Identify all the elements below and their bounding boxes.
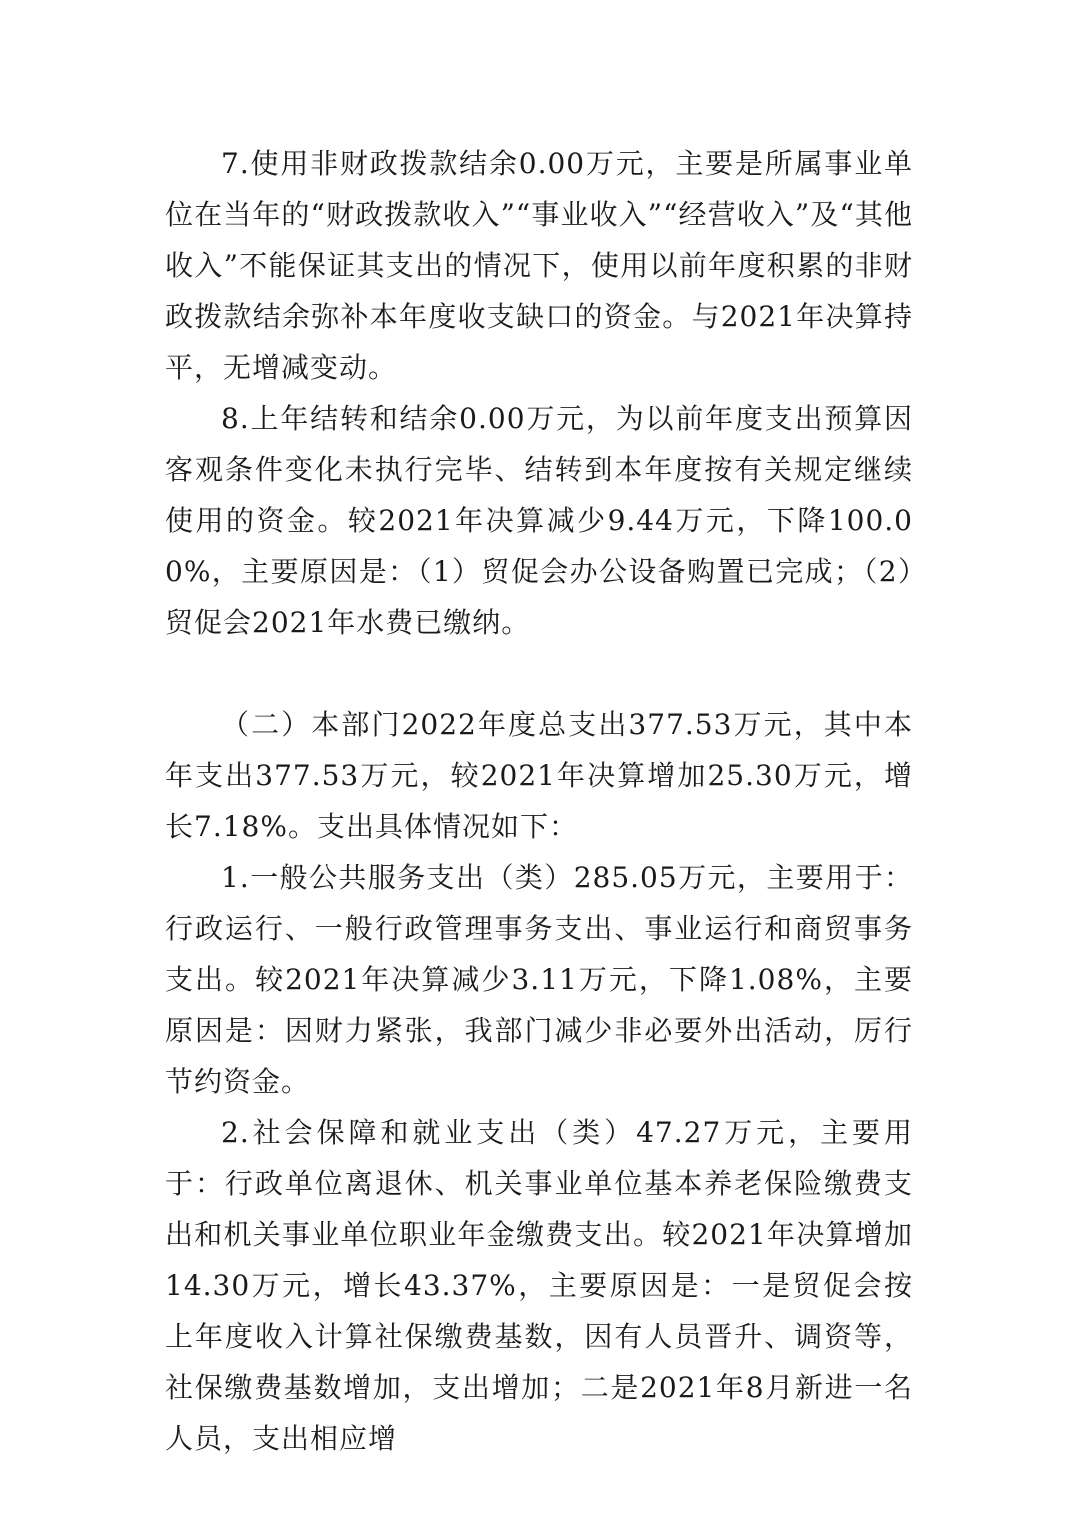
paragraph-item-7: 7.使用非财政拨款结余0.00万元，主要是所属事业单位在当年的“财政拨款收入”“事业收入”“经营收入”及“其他收入”不能保证其支出的情况下，使用以前年度积累的非财政拨款结余弥补本年度收支缺口的资金。与2021年决算持平，无增减变动。: [165, 147, 913, 384]
paragraph-item-1: 1.一般公共服务支出（类）285.05万元，主要用于：行政运行、一般行政管理事务支出、事业运行和商贸事务支出。较2021年决算减少3.11万元，下降1.08%，主要原因是：因财力紧张，我部门减少非必要外出活动，厉行节约资金。: [165, 861, 913, 1098]
paragraph-item-2: 2.社会保障和就业支出（类）47.27万元，主要用于：行政单位离退休、机关事业单位基本养老保险缴费支出和机关事业单位职业年金缴费支出。较2021年决算增加14.30万元，增长43.37%，主要原因是：一是贸促会按上年度收入计算社保缴费基数，因有人员晋升、调资等，社保缴费基数增加，支出增加；二是2021年8月新进一名人员，支出相应增: [165, 1116, 913, 1455]
paragraph-item-8: 8.上年结转和结余0.00万元，为以前年度支出预算因客观条件变化未执行完毕、结转到本年度按有关规定继续使用的资金。较2021年决算减少9.44万元，下降100.00%，主要原因是：（1）贸促会办公设备购置已完成；（2）贸促会2021年水费已缴纳。: [165, 402, 913, 639]
document-body: [165, 138, 913, 1464]
section-two-paragraph: （二）本部门2022年度总支出377.53万元，其中本年支出377.53万元，较2021年决算增加25.30万元，增长7.18%。支出具体情况如下：: [165, 708, 913, 843]
